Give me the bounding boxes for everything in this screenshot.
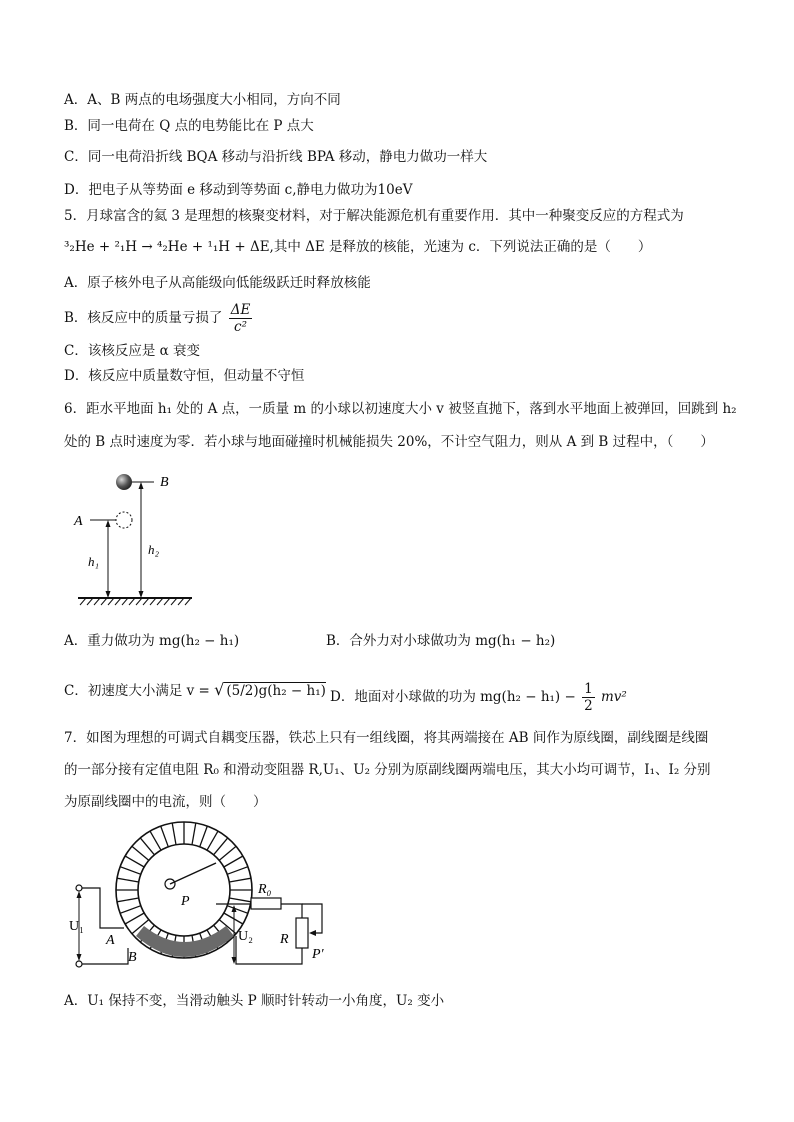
- q6-option-d-fraction: [582, 681, 595, 714]
- q6-option-a: A．重力做功为 mg(h₂ − h₁): [64, 633, 240, 649]
- coil-turn: [132, 846, 149, 860]
- q6-option-d: [330, 681, 627, 714]
- label-u1: U₁: [69, 919, 84, 934]
- coil-turn: [120, 906, 141, 914]
- q4-option-d: D．把电子从等势面 e 移动到等势面 c,静电力做功为10eV: [64, 182, 413, 198]
- q6-option-d-suffix: mv²: [601, 689, 627, 705]
- label-p: P: [181, 894, 190, 909]
- q7-stem-line3: 为原副线圈中的电流，则（ ）: [64, 794, 267, 810]
- label-r: R: [280, 932, 289, 947]
- q5-option-b: [64, 302, 254, 335]
- q6-option-c: C．初速度大小满足 v = √ (5/2)g(h₂ − h₁): [64, 680, 326, 699]
- q6-stem-line2: 处的 B 点时速度为零．若小球与地面碰撞时机械能损失 20%，不计空气阻力，则从 A 到 B 过程中，（ ）: [64, 434, 714, 450]
- u1-top-terminal: [76, 885, 82, 891]
- q5-stem-tail: ,其中 ΔE 是释放的核能，光速为 c．下列说法正确的是（ ）: [269, 239, 652, 255]
- u1-bottom-terminal: [76, 961, 82, 967]
- label-u2: U₂: [238, 929, 253, 944]
- coil-turn: [117, 878, 139, 882]
- toroid-inner: [138, 844, 230, 936]
- coil-turn: [120, 867, 141, 875]
- label-a: A: [74, 514, 83, 529]
- fraction-denominator: c²: [234, 319, 248, 335]
- slider-p-prime: [309, 930, 316, 936]
- coil-turn: [117, 898, 139, 902]
- coil-turn: [219, 846, 236, 860]
- coil-turn: [229, 878, 251, 882]
- coil-turn: [224, 856, 243, 867]
- q6-option-c-root: (5/2)g(h₂ − h₁): [226, 683, 326, 699]
- q7-stem-line2: 的一部分接有定值电阻 R₀ 和滑动变阻器 R,U₁、U₂ 分别为原副线圈两端电压，其大小均可调节，I₁、I₂ 分别: [64, 762, 711, 778]
- q7-figure: [66, 818, 346, 976]
- coil-turn: [214, 838, 228, 855]
- coil-turn: [227, 867, 248, 875]
- ground-hatch: [80, 598, 191, 605]
- q7-stem-line1: 7．如图为理想的可调式自耦变压器，铁芯上只有一组线圈，将其两端接在 AB 间作为原线圈，副线圈是线圈: [64, 730, 709, 746]
- fraction-denominator: 2: [584, 698, 593, 714]
- q6-stem-line1: 6．距水平地面 h₁ 处的 A 点，一质量 m 的小球以初速度大小 v 被竖直抛下，落到水平地面上被弹回，回跳到 h₂: [64, 401, 737, 417]
- label-p-prime: P′: [312, 947, 324, 962]
- q4-option-a: A．A、B 两点的电场强度大小相同，方向不同: [64, 92, 341, 108]
- ball: [116, 474, 132, 490]
- coil-turn: [192, 823, 196, 845]
- fraction-numerator: ΔE: [230, 302, 251, 318]
- slider-p: [170, 863, 216, 884]
- label-b: B: [160, 475, 169, 490]
- coil-turn: [125, 856, 144, 867]
- dashed-ball: [116, 512, 132, 528]
- rheostat-r: [296, 918, 308, 948]
- coil-turn: [207, 831, 218, 850]
- label-r0: R₀: [258, 882, 272, 897]
- q4-option-b: B．同一电荷在 Q 点的电势能比在 P 点大: [64, 118, 314, 134]
- coil-turn: [200, 826, 208, 847]
- q5-option-b-text: B．核反应中的质量亏损了: [64, 310, 223, 326]
- fraction-numerator: 1: [584, 681, 593, 697]
- q5-equation-line: [64, 238, 651, 256]
- label-b: B: [128, 950, 137, 965]
- q6-option-d-text: D．地面对小球做的功为 mg(h₂ − h₁) −: [330, 689, 576, 705]
- q5-equation: ³₂He + ²₁H → ⁴₂He + ¹₁H + ΔE: [64, 239, 270, 255]
- coil-lower-band: [136, 926, 234, 957]
- q6-option-b: B．合外力对小球做功为 mg(h₁ − h₂): [326, 633, 556, 649]
- label-h1: h₁: [88, 554, 100, 569]
- coil-turn: [161, 826, 169, 847]
- q6-option-c-text: C．初速度大小满足 v =: [64, 683, 210, 699]
- coil-turn: [229, 898, 251, 902]
- q5-option-d: D．核反应中质量数守恒，但动量不守恒: [64, 368, 305, 384]
- coil-turn: [150, 831, 161, 850]
- q7-option-a: A．U₁ 保持不变，当滑动触头 P 顺时针转动一小角度，U₂ 变小: [64, 993, 445, 1009]
- q6-figure: [66, 465, 206, 610]
- q5-stem: 5．月球富含的氦 3 是理想的核聚变材料，对于解决能源危机有重要作用．其中一种聚变反应的方程式为: [64, 208, 684, 224]
- q4-option-c: C．同一电荷沿折线 BQA 移动与沿折线 BPA 移动，静电力做功一样大: [64, 149, 488, 165]
- q5-option-a: A．原子核外电子从高能级向低能级跃迁时释放核能: [64, 275, 371, 291]
- label-h2: h₂: [148, 542, 160, 557]
- q5-option-c: C．该核反应是 α 衰变: [64, 343, 201, 359]
- coil-turn: [224, 913, 243, 924]
- coil-turn: [172, 823, 176, 845]
- resistor-r0: [251, 898, 281, 909]
- label-a: A: [106, 933, 115, 948]
- coil-turn: [227, 906, 248, 914]
- q5-option-b-fraction: [229, 302, 253, 335]
- coil-turn: [140, 838, 154, 855]
- coil-turn: [125, 913, 144, 924]
